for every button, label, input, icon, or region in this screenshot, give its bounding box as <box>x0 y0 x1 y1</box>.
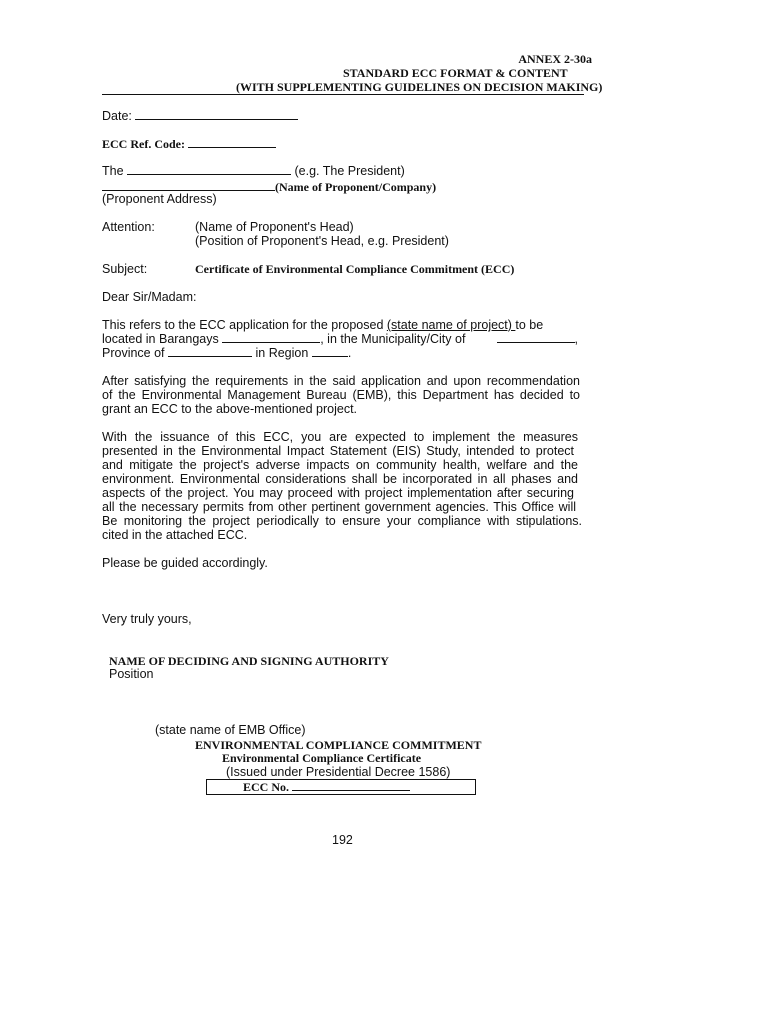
p1-comma: , <box>574 332 578 346</box>
attention-position: (Position of Proponent's Head, e.g. President) <box>195 234 449 248</box>
paragraph-2-line-1: After satisfying the requirements in the said application and upon recommendation <box>102 374 580 388</box>
paragraph-3-line-6: all the necessary permits from other pertinent government agencies. This Office will <box>102 500 576 514</box>
province-label: Province of <box>102 346 165 360</box>
proponent-name-label: (Name of Proponent/Company) <box>275 180 437 194</box>
annex-label: ANNEX 2-30a <box>518 52 592 66</box>
p1-line2-group-b <box>497 332 578 346</box>
signatory-name: NAME OF DECIDING AND SIGNING AUTHORITY <box>109 654 389 668</box>
document-subtitle: (WITH SUPPLEMENTING GUIDELINES ON DECISION MAKING) <box>236 80 603 94</box>
paragraph-3-line-4: environment. Environmental considerations shall be incorporated in all phases and <box>102 472 578 486</box>
attention-head: (Name of Proponent's Head) <box>195 220 354 234</box>
addressee-blank <box>127 164 291 175</box>
p1-text-b: to be <box>515 318 544 332</box>
paragraph-3-line-2: presented in the Environmental Impact Statement (EIS) Study, intended to protect <box>102 444 574 458</box>
region-blank <box>312 346 348 357</box>
header-rule <box>102 94 584 95</box>
province-blank <box>168 346 252 357</box>
the-example: (e.g. The President) <box>294 164 405 178</box>
paragraph-3-line-8: cited in the attached ECC. <box>102 528 248 542</box>
salutation: Dear Sir/Madam: <box>102 290 197 304</box>
ref-code-line <box>102 137 276 151</box>
paragraph-2-line-2: of the Environmental Management Bureau (EMB), this Department has decided to <box>102 388 580 402</box>
paragraph-3-line-7: Be monitoring the project periodically to ensure your compliance with stipulations. <box>102 514 582 528</box>
certificate-subtitle: Environmental Compliance Certificate <box>222 751 422 765</box>
paragraph-4: Please be guided accordingly. <box>102 556 268 570</box>
paragraph-3-line-5: aspects of the project. You may proceed with project implementation after securing <box>102 486 574 500</box>
region-label: in Region <box>255 346 309 360</box>
certificate-title: ENVIRONMENTAL COMPLIANCE COMMITMENT <box>195 738 482 752</box>
subject-label: Subject: <box>102 262 148 276</box>
certificate-issued: (Issued under Presidential Decree 1586) <box>226 765 451 779</box>
proponent-name-blank <box>102 180 275 191</box>
paragraph-1-line-3 <box>102 346 582 360</box>
document-title: STANDARD ECC FORMAT & CONTENT <box>343 66 568 80</box>
ecc-number-label: ECC No. <box>243 780 290 794</box>
municipality-blank <box>497 332 575 343</box>
ecc-number-blank <box>292 780 410 791</box>
signatory-position: Position <box>109 667 154 681</box>
paragraph-1-line-1 <box>102 318 582 332</box>
paragraph-1 <box>102 318 582 360</box>
paragraph-2 <box>102 374 580 416</box>
date-line <box>102 109 298 123</box>
paragraph-3 <box>102 430 582 542</box>
proponent-address: (Proponent Address) <box>102 192 217 206</box>
subject-text: Certificate of Environmental Compliance Commitment (ECC) <box>195 262 515 276</box>
ecc-number-line <box>243 780 410 794</box>
p1-text-a: This refers to the ECC application for the proposed <box>102 318 387 332</box>
date-label: Date: <box>102 109 132 123</box>
the-label: The <box>102 164 124 178</box>
paragraph-3-line-3: and mitigate the project's adverse impacts on community health, welfare and the <box>102 458 578 472</box>
paragraph-1-line-2 <box>102 332 578 346</box>
date-blank <box>135 109 298 120</box>
ref-code-label: ECC Ref. Code: <box>102 137 185 151</box>
municipality-label: , in the Municipality/City of <box>320 332 466 346</box>
paragraph-3-line-1: With the issuance of this ECC, you are expected to implement the measures <box>102 430 578 444</box>
addressee-line <box>102 164 405 178</box>
barangays-blank <box>222 332 320 343</box>
ref-code-blank <box>188 137 276 148</box>
project-name-placeholder: (state name of project) <box>386 318 516 332</box>
page-number: 192 <box>332 833 353 847</box>
ecc-number-box <box>206 779 476 795</box>
attention-label: Attention: <box>102 220 155 234</box>
paragraph-2-line-3: grant an ECC to the above-mentioned project. <box>102 402 358 416</box>
closing: Very truly yours, <box>102 612 192 626</box>
barangays-label: located in Barangays <box>102 332 219 346</box>
p1-line2-group-a <box>102 332 465 346</box>
emb-office: (state name of EMB Office) <box>155 723 306 737</box>
p1-period: . <box>347 346 352 360</box>
